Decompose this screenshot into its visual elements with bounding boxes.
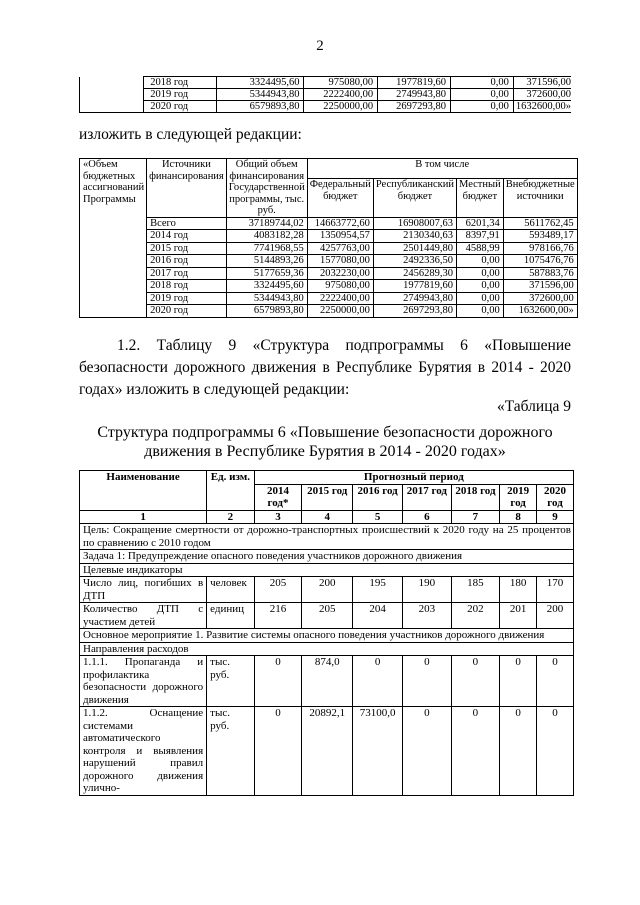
extra-header: Внебюджетные источники: [503, 179, 577, 217]
year-header: 2020 год: [537, 484, 574, 510]
name-header: Наименование: [80, 471, 207, 511]
federal-header: Федеральный бюджет: [307, 179, 373, 217]
task-row: Задача 1: Предупреждение опасного поведения участников дорожного движения: [80, 550, 574, 564]
main-event-row: Основное мероприятие 1. Развитие системы опасного поведения участников дорожного движения: [80, 629, 574, 643]
funding-table-continuation: [79, 76, 571, 113]
regional-header: Республиканский бюджет: [373, 179, 456, 217]
table-row: 2014 год 4083182,28 1350954,57 2130340,63 8397,91 593489,17: [80, 230, 578, 243]
table-row: 2016 год 5144893,26 1577080,00 2492336,50 0,00 1075476,76: [80, 255, 578, 268]
row-label: «Объем бюджетных ассигнований Программы: [80, 159, 147, 318]
table-row: 1.1.2. Оснащение системами автоматического контроля и выявления нарушений правил дорожного движения улично- тыс. руб. 0 20892,1 73100,0 0 0 0 0: [80, 707, 574, 796]
year-header: 2016 год: [353, 484, 403, 510]
column-numbers-row: 1 2 3 4 5 6 7 8 9: [80, 510, 574, 524]
year-header: 2017 год: [403, 484, 452, 510]
goal-row: Цель: Сокращение смертности от дорожно-транспортных происшествий к 2020 году на 25 процентов по сравнению с 2010 годом: [80, 524, 574, 550]
table-row: 2019 год 5344943,80 2222400,00 2749943,80 0,00 372600,00: [80, 89, 572, 101]
page-number: 2: [316, 38, 324, 54]
table-row: Всего 37189744,02 14663772,60 16908007,63 6201,34 5611762,45: [80, 217, 578, 230]
table-row: 2017 год 5177659,36 2032230,00 2456289,30 0,00 587883,76: [80, 267, 578, 280]
expenses-header: Направления расходов: [80, 642, 574, 656]
year-header: 2019 год: [500, 484, 537, 510]
table-row: 2019 год 5344943,80 2222400,00 2749943,80 0,00 372600,00: [80, 292, 578, 305]
table-row: 2015 год 7741968,55 4257763,00 2501449,80 4588,99 978166,76: [80, 242, 578, 255]
paragraph-1-2: 1.2. Таблицу 9 «Структура подпрограммы 6 «Повышение безопасности дорожного движения в Республике Бурятия в 2014 - 2020 годах» изложить в следующей редакции:: [79, 337, 571, 398]
table-row: 2020 год 6579893,80 2250000,00 2697293,80 0,00 1632600,00»: [80, 101, 572, 113]
table-row: 2020 год 6579893,80 2250000,00 2697293,80 0,00 1632600,00»: [80, 305, 578, 318]
period-header: Прогнозный период: [254, 471, 573, 485]
year-header: 2018 год: [451, 484, 500, 510]
table-title: Структура подпрограммы 6 «Повышение безопасности дорожного движения в Республике Бурятия в 2014 - 2020 годах»: [97, 424, 553, 460]
indicators-header: Целевые индикаторы: [80, 563, 574, 577]
table-reference: «Таблица 9: [496, 398, 571, 415]
table-row: Число лиц, погибших в ДТП человек 205 200 195 190 185 180 170: [80, 577, 574, 603]
intro-text: изложить в следующей редакции:: [79, 126, 302, 143]
year-header: 2014 год*: [254, 484, 302, 510]
year-cell: 2018 год: [144, 77, 216, 89]
source-header: Источники финансирования: [147, 159, 227, 218]
year-header: 2015 год: [302, 484, 353, 510]
unit-header: Ед. изм.: [207, 471, 255, 511]
table-row: 1.1.1. Пропаганда и профилактика безопасности дорожного движения тыс. руб. 0 874,0 0 0 0 0 0: [80, 656, 574, 707]
table-row: 2018 год 3324495,60 975080,00 1977819,60 0,00 371596,00: [80, 77, 572, 89]
local-header: Местный бюджет: [457, 179, 504, 217]
total-header: Общий объем финансирования Государственной программы, тыс. руб.: [226, 159, 307, 218]
structure-table: [79, 470, 574, 796]
table-row: Количество ДТП с участием детей единиц 216 205 204 203 202 201 200: [80, 603, 574, 629]
funding-table: [79, 158, 578, 318]
incl-header: В том числе: [307, 159, 577, 179]
table-row: 2018 год 3324495,60 975080,00 1977819,60 0,00 371596,00: [80, 280, 578, 293]
